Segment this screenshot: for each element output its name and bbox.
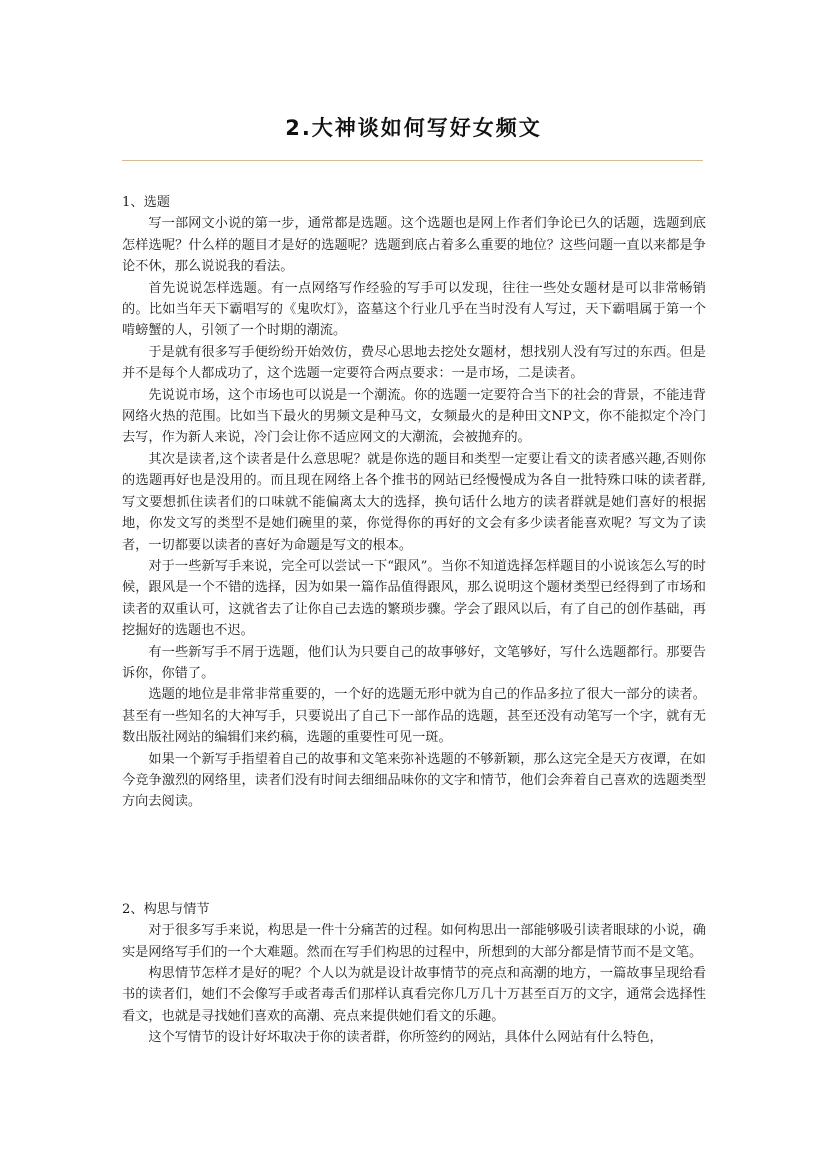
paragraph: 写一部网文小说的第一步，通常都是选题。这个选题也是网上作者们争论已久的话题，选题到底怎样选呢？什么样的题目才是好的选题呢？选题到底占着多么重要的地位？这些问题一直以来都是争论不休，那么说说我的看法。 [122,216,706,275]
paragraph: 先说说市场，这个市场也可以说是一个潮流。你的选题一定要符合当下的社会的背景，不能违背网络火热的范围。比如当下最火的男频文是种马文，女频最火的是种田文NP文，你不能拟定个冷门去写，作为新人来说，冷门会让你不适应网文的大潮流，会被抛弃的。 [122,387,706,446]
paragraph: 有一些新写手不屑于选题，他们认为只要自己的故事够好，文笔够好，写什么选题都行。那要告诉你，你错了。 [122,644,706,681]
section-heading: 1、选题 [122,195,170,210]
paragraph: 对于很多写手来说，构思是一件十分痛苦的过程。如何构思出一部能够吸引读者眼球的小说，确实是网络写手们的一个大难题。然而在写手们构思的过程中，所想到的大部分都是情节而不是文笔。 [122,923,706,960]
paragraph: 对于一些新写手来说，完全可以尝试一下“跟风”。当你不知道选择怎样题目的小说该怎么写的时候，跟风是一个不错的选择，因为如果一篇作品值得跟风，那么说明这个题材类型已经得到了市场和读者的双重认可，这就省去了让你自己去选的繁琐步骤。学会了跟风以后，有了自己的创作基础，再挖掘好的选题也不迟。 [122,558,706,639]
paragraph: 选题的地位是非常非常重要的，一个好的选题无形中就为自己的作品多拉了很大一部分的读者。甚至有一些知名的大神写手，只要说出了自己下一部作品的选题，甚至还没有动笔写一个字，就有无数出版社网站的编辑们来约稿，选题的重要性可见一斑。 [122,687,706,746]
paragraph: 于是就有很多写手便纷纷开始效仿，费尽心思地去挖处女题材，想找别人没有写过的东西。但是并不是每个人都成功了，这个选题一定要符合两点要求：一是市场，二是读者。 [122,344,706,382]
paragraph: 首先说说怎样选题。有一点网络写作经验的写手可以发现，往往一些处女题材是可以非常畅销的。比如当年天下霸唱写的《鬼吹灯》，盗墓这个行业几乎在当时没有人写过，天下霸唱属于第一个啃螃蟹的人，引领了一个时期的潮流。 [122,280,706,339]
paragraph: 其次是读者,这个读者是什么意思呢？就是你选的题目和类型一定要让看文的读者感兴趣,否则你的选题再好也是没用的。而且现在网络上各个推书的网站已经慢慢成为各自一批特殊口味的读者群,写文要想抓住读者们的口味就不能偏离太大的选择，换句话什么地方的读者群就是她们喜好的根据地，你发文写的类型不是她们碗里的菜，你觉得你的再好的文会有多少读者能喜欢呢？写文为了读者，一切都要以读者的喜好为命题是写文的根本。 [122,451,706,553]
section-plot-design [122,899,706,1049]
title-divider [122,160,703,161]
paragraph: 如果一个新写手指望着自己的故事和文笔来弥补选题的不够新颖，那么这完全是天方夜谭，在如今竞争激烈的网络里，读者们没有时间去细细品味你的文字和情节，他们会奔着自己喜欢的选题类型方向去阅读。 [122,751,706,810]
section-heading: 2、构思与情节 [122,901,210,917]
paragraph: 这个写情节的设计好坏取决于你的读者群，你所签约的网站，具体什么网站有什么特色， [148,1030,663,1046]
paragraph: 构思情节怎样才是好的呢？个人以为就是设计故事情节的亮点和高潮的地方，一篇故事呈现给看书的读者们，她们不会像写手或者毒舌们那样认真看完你几万几十万甚至百万的文字，通常会选择性看文，也就是寻找她们喜欢的高潮、亮点来提供她们看文的乐趣。 [122,966,706,1024]
section-topic-selection [122,192,706,813]
section-spacer [122,813,706,899]
document-body [122,192,706,1049]
document-title: 2.大神谈如何写好女频文 [285,116,542,140]
